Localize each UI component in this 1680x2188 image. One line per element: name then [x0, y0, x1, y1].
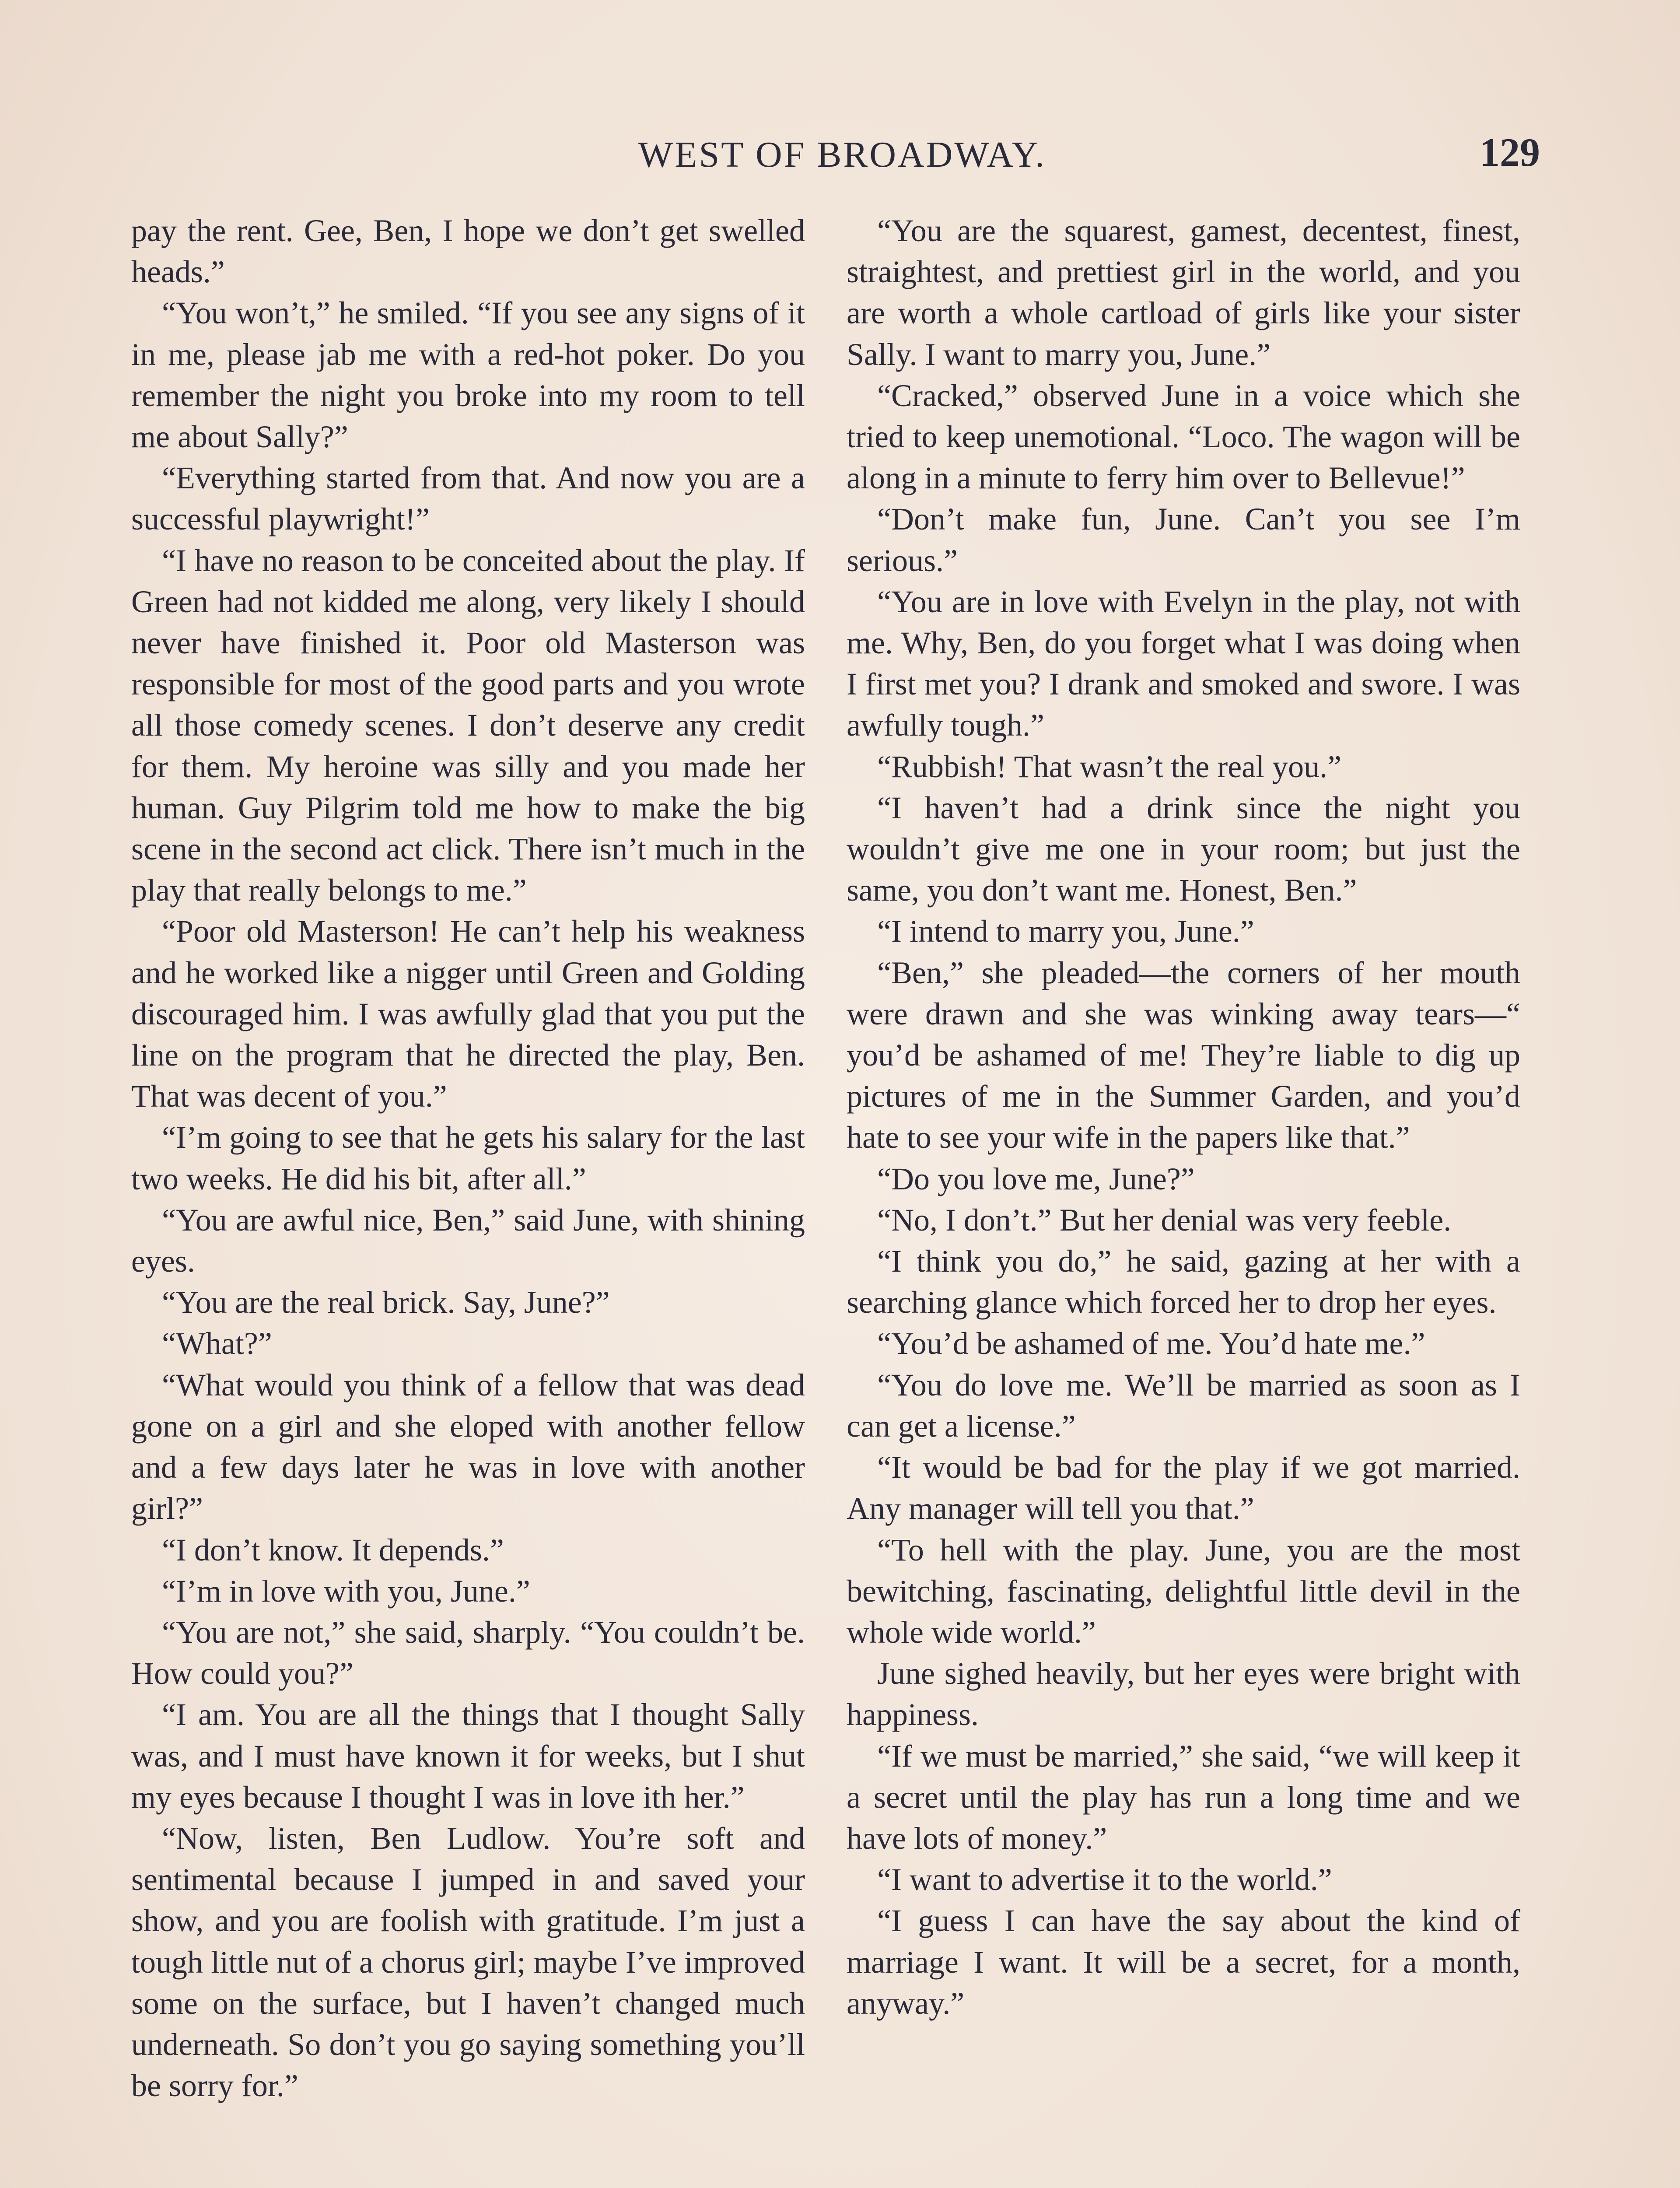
- paragraph: “Cracked,” observed June in a voice which she tried to keep unemotional. “Loco. The wagon will be along in a minute to ferry him over to Bellevue!”: [847, 378, 1520, 496]
- paragraph: “Ben,” she pleaded—the corners of her mouth were drawn and she was winking away tears—“ you’d be ashamed of me! They’re liable to dig up pictures of me in the Summer Garden, and you’d hate to see your wife in the papers like that.”: [847, 955, 1520, 1155]
- paragraph: “You are the real brick. Say, June?”: [162, 1285, 610, 1320]
- paragraph: “You are in love with Evelyn in the play, not with me. Why, Ben, do you forget what I was doing when I first met you? I drank and smoked and swore. I was awfully tough.”: [847, 584, 1520, 743]
- paragraph: “I haven’t had a drink since the night you wouldn’t give me one in your room; but just the same, you don’t want me. Honest, Ben.”: [847, 790, 1520, 908]
- paragraph: “I guess I can have the say about the kind of marriage I want. It will be a secret, for a month, anyway.”: [847, 1903, 1520, 2021]
- paragraph: “You are the squarest, gamest, decentest, finest, straightest, and prettiest girl in the world, and you are worth a whole cartload of girls like your sister Sally. I want to marry you, June.”: [847, 213, 1520, 372]
- paragraph: “Now, listen, Ben Ludlow. You’re soft and sentimental because I jumped in and saved your show, and you are foolish with gratitude. I’m just a tough little nut of a chorus girl; maybe I’ve improved some on the surface, but I haven’t changed much underneath. So don’t you go saying something you’ll be sorry for.”: [131, 1820, 805, 2104]
- paragraph: “Do you love me, June?”: [877, 1161, 1195, 1196]
- paragraph: “What?”: [162, 1326, 272, 1361]
- paragraph: “If we must be married,” she said, “we will keep it a secret until the play has run a long time and we have lots of money.”: [847, 1738, 1520, 1856]
- page-header: [144, 129, 1540, 182]
- paragraph: “You are not,” she said, sharply. “You couldn’t be. How could you?”: [131, 1614, 805, 1691]
- paragraph: June sighed heavily, but her eyes were bright with happiness.: [847, 1656, 1520, 1732]
- paragraph: “Everything started from that. And now you are a successful playwright!”: [131, 460, 805, 537]
- right-column: [847, 210, 1520, 2188]
- paragraph: “I’m going to see that he gets his salary for the last two weeks. He did his bit, after all.”: [131, 1120, 805, 1196]
- paragraph: “I intend to marry you, June.”: [877, 914, 1254, 949]
- paragraph: “Poor old Masterson! He can’t help his weakness and he worked like a nigger until Green and Golding discouraged him. I was awfully glad that you put the line on the program that he directed the play, Ben. That was decent of you.”: [131, 914, 805, 1114]
- paragraph: “It would be bad for the play if we got married. Any manager will tell you that.”: [847, 1450, 1520, 1526]
- paragraph: “I want to advertise it to the world.”: [877, 1862, 1332, 1897]
- paragraph: “I am. You are all the things that I thought Sally was, and I must have known it for weeks, but I shut my eyes because I thought I was in love ith her.”: [131, 1697, 805, 1815]
- paragraph: “You won’t,” he smiled. “If you see any signs of it in me, please jab me with a red-hot poker. Do you remember the night you broke into my room to tell me about Sally?”: [131, 295, 805, 455]
- paragraph: “You are awful nice, Ben,” said June, with shining eyes.: [131, 1202, 805, 1279]
- paragraph: “Rubbish! That wasn’t the real you.”: [877, 749, 1342, 784]
- paragraph: “I have no reason to be conceited about the play. If Green had not kidded me along, very likely I should never have finished it. Poor old Masterson was responsible for most of the good parts and you wrote all those comedy scenes. I don’t deserve any credit for them. My heroine was silly and you made her human. Guy Pilgrim told me how to make the big scene in the second act click. There isn’t much in the play that really belongs to me.”: [131, 543, 805, 908]
- page-number: 129: [1480, 130, 1540, 175]
- paragraph: “I’m in love with you, June.”: [162, 1573, 530, 1609]
- left-column: [131, 210, 805, 2188]
- paragraph: “I think you do,” he said, gazing at her with a searching glance which forced her to drop her eyes.: [847, 1244, 1520, 1320]
- paragraph: pay the rent. Gee, Ben, I hope we don’t get swelled heads.”: [131, 213, 805, 290]
- paragraph: “No, I don’t.” But her denial was very feeble.: [877, 1202, 1452, 1238]
- paragraph: “Don’t make fun, June. Can’t you see I’m serious.”: [847, 501, 1520, 578]
- paragraph: “What would you think of a fellow that was dead gone on a girl and she eloped with another fellow and a few days later he was in love with another girl?”: [131, 1367, 805, 1526]
- paragraph: “To hell with the play. June, you are the most bewitching, fascinating, delightful little devil in the whole wide world.”: [847, 1532, 1520, 1650]
- running-title: WEST OF BROADWAY.: [638, 134, 1046, 175]
- paragraph: “I don’t know. It depends.”: [162, 1532, 504, 1567]
- paragraph: “You do love me. We’ll be married as soon as I can get a license.”: [847, 1367, 1520, 1444]
- paragraph: “You’d be ashamed of me. You’d hate me.”: [877, 1326, 1425, 1361]
